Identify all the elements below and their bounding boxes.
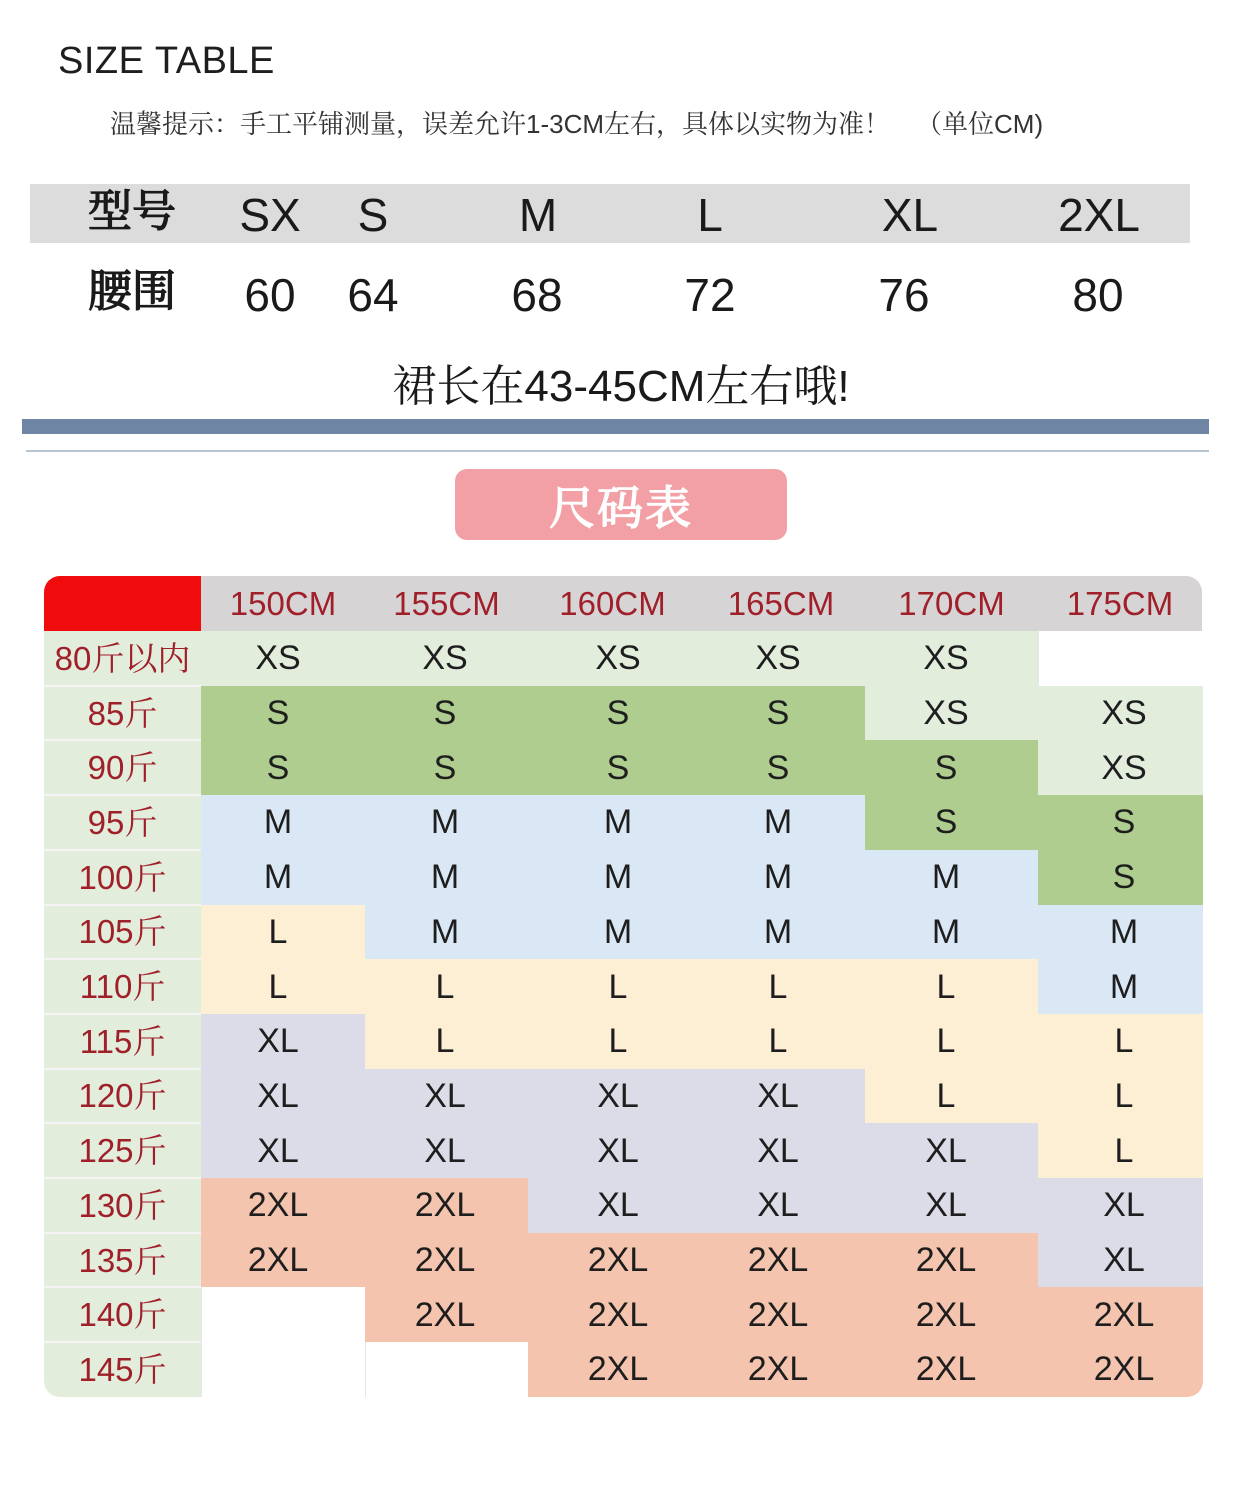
size-cell: S [606, 748, 630, 787]
size-cell: L [435, 967, 455, 1006]
size-cell: 2XL [247, 1186, 309, 1225]
waist-size-s: S [357, 189, 389, 241]
size-cell: XL [1103, 1186, 1145, 1225]
size-cell: L [608, 967, 628, 1006]
size-cell: 2XL [747, 1350, 809, 1389]
waist-value-l: 72 [684, 269, 736, 321]
size-cell: XS [1101, 694, 1147, 733]
size-cell: S [433, 694, 457, 733]
size-cell: XL [1103, 1241, 1145, 1280]
size-cell: XL [757, 1076, 799, 1115]
size-cell: S [433, 748, 457, 787]
weight-label: 120斤 [78, 1077, 167, 1115]
size-cell: 2XL [915, 1295, 977, 1334]
size-cell: XS [595, 639, 641, 678]
size-cell: 2XL [747, 1241, 809, 1280]
weight-label: 140斤 [78, 1296, 167, 1334]
height-header: 155CM [393, 585, 500, 622]
size-cell: XL [257, 1131, 299, 1170]
waist-value-xl: 76 [878, 269, 930, 321]
weight-label: 80斤以内 [54, 639, 191, 677]
size-cell [218, 1287, 338, 1342]
waist-size-sx: SX [239, 189, 301, 241]
waist-size-2xl: 2XL [1058, 189, 1140, 241]
size-cell: XS [923, 639, 969, 678]
weight-label: 125斤 [78, 1132, 167, 1170]
size-cell: M [931, 912, 961, 951]
size-cell: M [603, 803, 633, 842]
weight-label: 90斤 [87, 749, 158, 787]
weight-label: 130斤 [78, 1186, 167, 1224]
size-cell: M [763, 803, 793, 842]
size-cell: 2XL [414, 1186, 476, 1225]
size-cell: L [768, 1022, 788, 1061]
size-cell: L [435, 1022, 455, 1061]
size-cell: S [766, 748, 790, 787]
size-cell: XS [422, 639, 468, 678]
size-cell: 2XL [747, 1295, 809, 1334]
size-cell: XL [257, 1076, 299, 1115]
row-separator [44, 739, 201, 741]
size-cell: L [1114, 1076, 1134, 1115]
row-separator [44, 1286, 201, 1288]
size-cell: 2XL [915, 1350, 977, 1389]
size-cell: 2XL [1093, 1295, 1155, 1334]
row-separator [44, 849, 201, 851]
size-cell: S [1112, 803, 1136, 842]
size-cell: XL [257, 1022, 299, 1061]
size-cell: L [268, 967, 288, 1006]
size-cell: M [430, 858, 460, 897]
size-cell: M [263, 803, 293, 842]
unit-note: （单位CM) [916, 109, 1044, 139]
page-title: SIZE TABLE [58, 40, 275, 82]
size-cell: 2XL [247, 1241, 309, 1280]
weight-label: 145斤 [78, 1350, 167, 1388]
size-cell: XS [255, 639, 301, 678]
size-cell: 2XL [915, 1241, 977, 1280]
weight-label: 100斤 [78, 858, 167, 896]
size-cell: XL [424, 1131, 466, 1170]
size-cell: XL [597, 1186, 639, 1225]
skirt-length-note: 裙长在43-45CM左右哦! [392, 362, 850, 411]
size-cell: M [1109, 967, 1139, 1006]
waist-size-xl: XL [881, 189, 939, 241]
size-cell: L [936, 1076, 956, 1115]
height-header: 150CM [229, 585, 337, 622]
size-cell: M [430, 803, 460, 842]
size-cell: L [1114, 1022, 1134, 1061]
weight-label: 135斤 [78, 1241, 167, 1279]
waist-value-m: 68 [511, 269, 563, 321]
weight-label: 115斤 [79, 1022, 166, 1060]
size-cell: 2XL [587, 1295, 649, 1334]
size-chart-banner: 尺码表 [455, 469, 787, 540]
height-header: 170CM [898, 585, 1005, 622]
row-separator [44, 685, 201, 687]
size-cell: XS [1101, 748, 1147, 787]
row-separator [44, 1013, 201, 1015]
size-cell: M [263, 858, 293, 897]
tip-text: 温馨提示：手工平铺测量，误差允许1-3CM左右，具体以实物为准！ [110, 109, 891, 139]
size-cell: M [763, 912, 793, 951]
size-cell: S [1112, 858, 1136, 897]
waist-value-sx: 60 [244, 269, 296, 321]
size-cell: S [766, 694, 790, 733]
chart-header-corner [44, 576, 201, 631]
size-cell: XL [597, 1076, 639, 1115]
height-header: 160CM [559, 585, 666, 622]
size-cell: L [1114, 1131, 1134, 1170]
size-cell: L [768, 967, 788, 1006]
size-cell [1064, 631, 1184, 686]
size-cell: L [268, 912, 288, 951]
size-cell: XL [925, 1186, 967, 1225]
size-cell: 2XL [414, 1241, 476, 1280]
size-cell: L [608, 1022, 628, 1061]
row-separator [44, 1232, 201, 1234]
size-cell: M [763, 858, 793, 897]
row-separator [44, 1177, 201, 1179]
size-cell: S [934, 803, 958, 842]
size-cell: 2XL [587, 1350, 649, 1389]
waist-value-s: 64 [347, 269, 399, 321]
row-separator [44, 794, 201, 796]
waist-value-2xl: 80 [1072, 269, 1124, 321]
size-cell: XL [757, 1186, 799, 1225]
size-cell: S [266, 694, 290, 733]
row-separator [44, 1122, 201, 1124]
weight-label: 105斤 [78, 913, 167, 951]
waist-row-label: 腰围 [88, 267, 176, 316]
weight-label: 110斤 [79, 968, 166, 1006]
height-header: 175CM [1066, 585, 1174, 622]
height-header: 165CM [727, 585, 835, 622]
waist-size-m: M [518, 189, 558, 241]
size-cell: M [603, 858, 633, 897]
row-separator [44, 958, 201, 960]
size-cell: XS [755, 639, 801, 678]
weight-label: 95斤 [87, 803, 158, 841]
size-cell: S [606, 694, 630, 733]
size-cell [385, 1342, 505, 1397]
size-cell: S [266, 748, 290, 787]
row-separator [44, 904, 201, 906]
size-cell: XL [757, 1131, 799, 1170]
size-cell: 2XL [587, 1241, 649, 1280]
row-separator [44, 1341, 201, 1343]
size-cell: L [936, 1022, 956, 1061]
weight-label: 85斤 [87, 694, 158, 732]
size-cell: 2XL [1093, 1350, 1155, 1389]
row-separator [44, 1068, 201, 1070]
waist-size-l: L [697, 189, 723, 241]
size-cell: 2XL [414, 1295, 476, 1334]
size-cell: XL [597, 1131, 639, 1170]
size-cell: M [430, 912, 460, 951]
size-cell: L [936, 967, 956, 1006]
size-cell: XL [424, 1076, 466, 1115]
size-cell: M [1109, 912, 1139, 951]
size-cell: S [934, 748, 958, 787]
size-cell: M [603, 912, 633, 951]
size-row-label: 型号 [88, 187, 176, 236]
size-cell: M [931, 858, 961, 897]
size-cell: XL [925, 1131, 967, 1170]
size-cell [218, 1342, 338, 1397]
size-cell: XS [923, 694, 969, 733]
